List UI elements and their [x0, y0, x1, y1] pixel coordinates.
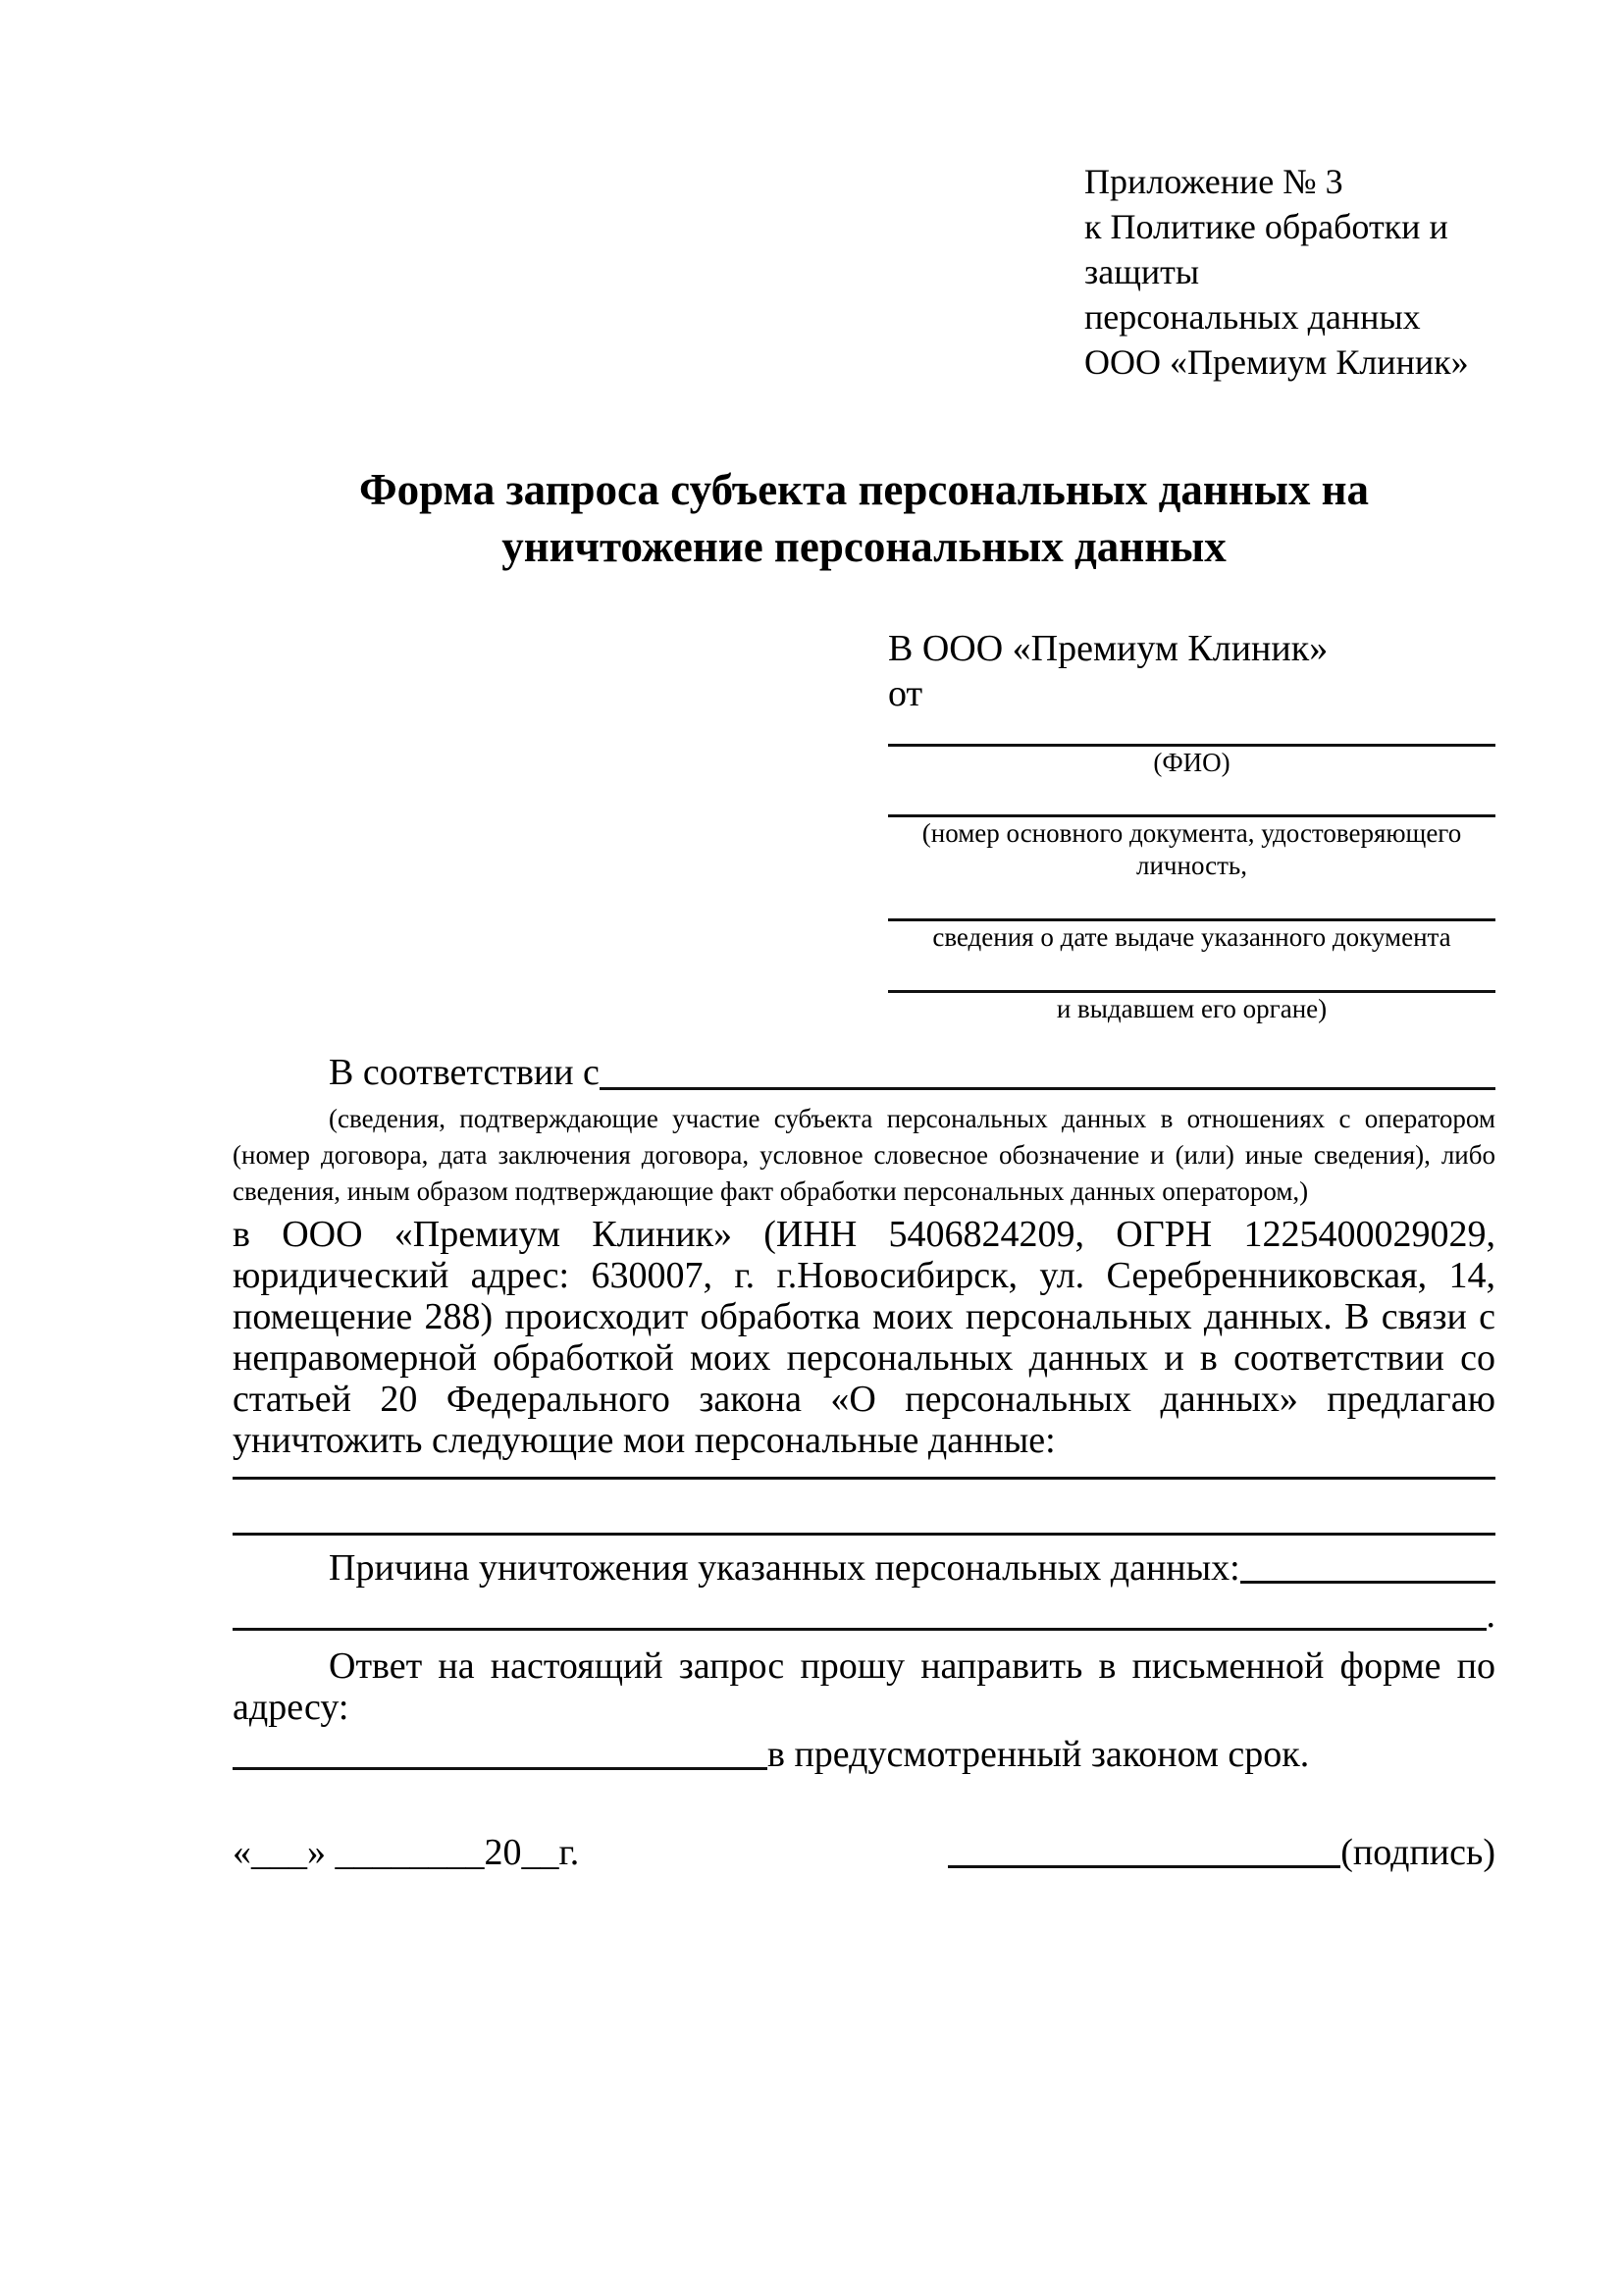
signature-row: [233, 1832, 1495, 1873]
reason-blank-line: [1240, 1581, 1495, 1584]
accordance-note: (сведения, подтверждающие участие субъекта персональных данных в отношениях с оператором (номер договора, дата заключения договора, условное словесное обозначение и (или) иные сведения), либо сведения, иным образом подтверждающие факт обработки персональных данных оператором,): [233, 1104, 1495, 1206]
appendix-header-line: персональных данных: [1084, 297, 1421, 337]
accordance-blank-line: [600, 1087, 1495, 1090]
addressee-block: [888, 626, 1495, 1025]
document-title: Форма запроса субъекта персональных данных на уничтожение персональных данных: [358, 465, 1370, 571]
address-blank-line: [233, 1767, 767, 1770]
appendix-header-line: Приложение № 3: [1084, 162, 1343, 201]
signature-blank-line: [948, 1865, 1340, 1868]
response-sentence: Ответ на настоящий запрос прошу направить в письменной форме по адресу:: [233, 1645, 1495, 1728]
appendix-header: [1084, 159, 1495, 385]
reason-continuation-blank-line: [233, 1628, 1487, 1631]
appendix-header-line: ООО «Премиум Клиник»: [1084, 342, 1469, 382]
personal-data-blank-line: [233, 1480, 1495, 1536]
date-blank: «___» ________20__г.: [233, 1832, 580, 1873]
appendix-header-line: к Политике обработки и защиты: [1084, 207, 1448, 291]
write-space: [888, 779, 1495, 814]
period-mark: .: [1486, 1594, 1495, 1636]
accordance-label: В соответствии с: [329, 1052, 600, 1093]
signature-group: [948, 1832, 1495, 1873]
write-space: [888, 954, 1495, 990]
reason-continuation-row: [233, 1591, 1495, 1636]
main-paragraph: в ООО «Премиум Клиник» (ИНН 5406824209, ОГРН 1225400029029, юридический адрес: 630007, г. г.Новосибирск, ул. Серебренниковская, 14, помещение 288) происходит обработка моих персональных данных. В связи с неправомерной обработкой моих персональных данных и в соответствии со статьей 20 Федерального закона «О персональных данных» предлагаю уничтожить следующие мои персональные данные:: [233, 1214, 1495, 1461]
issuing-authority-caption: и выдавшем его органе): [1056, 994, 1328, 1023]
addressee-from-label: от: [888, 673, 923, 714]
issue-date-caption: сведения о дате выдаче указанного документа: [932, 922, 1451, 952]
signature-caption: (подпись): [1340, 1832, 1495, 1873]
accordance-row: [233, 1051, 1495, 1095]
response-tail: в предусмотренный законом срок.: [767, 1734, 1310, 1775]
addressee-to: В ООО «Премиум Клиник»: [888, 628, 1329, 669]
personal-data-blank-line: [233, 1461, 1495, 1480]
response-address-row: [233, 1734, 1495, 1775]
fio-caption: (ФИО): [1153, 748, 1230, 777]
reason-label: Причина уничтожения указанных персональных данных:: [329, 1547, 1240, 1589]
reason-row: [233, 1547, 1495, 1589]
write-space: [888, 882, 1495, 918]
id-document-caption: (номер основного документа, удостоверяющего личность,: [921, 818, 1462, 880]
